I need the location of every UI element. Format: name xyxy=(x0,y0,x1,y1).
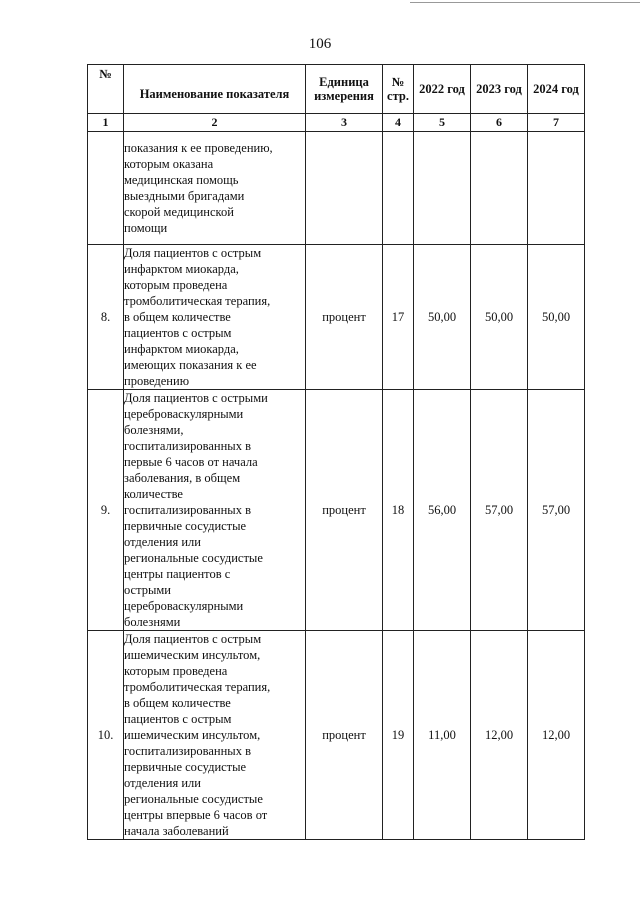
column-number: 3 xyxy=(306,114,383,132)
indicator-name-line: цереброваскулярными xyxy=(124,599,244,613)
unit-cell xyxy=(306,132,383,245)
column-number: 2 xyxy=(124,114,306,132)
indicator-name-line: госпитализированных в xyxy=(124,439,251,453)
indicator-name-line: которым проведена xyxy=(124,664,228,678)
column-number: 5 xyxy=(414,114,471,132)
indicator-name-line: региональные сосудистые xyxy=(124,792,263,806)
indicator-name-line: медицинская помощь xyxy=(124,173,239,187)
unit-cell: процент xyxy=(306,631,383,840)
value-2024 xyxy=(528,132,585,245)
value-2022: 56,00 xyxy=(414,390,471,631)
unit-cell: процент xyxy=(306,245,383,390)
column-number: 7 xyxy=(528,114,585,132)
indicator-name-line: госпитализированных в xyxy=(124,744,251,758)
indicator-name-line: отделения или xyxy=(124,535,201,549)
indicator-name-line: тромболитическая терапия, xyxy=(124,294,271,308)
indicator-name-line: пациентов с острым xyxy=(124,712,232,726)
top-edge-line xyxy=(410,2,640,3)
indicator-name-line: которым проведена xyxy=(124,278,228,292)
line-number-cell: 18 xyxy=(383,390,414,631)
indicator-name-line: центры пациентов с xyxy=(124,567,231,581)
indicator-name-line: которым оказана xyxy=(124,157,214,171)
value-2022: 50,00 xyxy=(414,245,471,390)
value-2024: 57,00 xyxy=(528,390,585,631)
column-number: 1 xyxy=(88,114,124,132)
indicator-name-line: в общем количестве xyxy=(124,696,231,710)
row-number xyxy=(88,132,124,245)
indicator-name-line: региональные сосудистые xyxy=(124,551,263,565)
row-number: 8. xyxy=(88,245,124,390)
indicator-name xyxy=(124,132,306,245)
indicator-name-line: ишемическим инсультом, xyxy=(124,648,261,662)
line-number-cell xyxy=(383,132,414,245)
indicator-name-line: первичные сосудистые xyxy=(124,760,247,774)
indicator-name-line: центры впервые 6 часов от xyxy=(124,808,268,822)
indicators-table xyxy=(87,64,585,840)
indicator-name-line: заболевания, в общем xyxy=(124,471,241,485)
table-row xyxy=(88,245,585,390)
indicator-name-line: госпитализированных в xyxy=(124,503,251,517)
unit-cell: процент xyxy=(306,390,383,631)
indicator-name-line: ишемическим инсультом, xyxy=(124,728,261,742)
line-number-cell: 19 xyxy=(383,631,414,840)
indicator-name-line: болезнями, xyxy=(124,423,184,437)
table-row xyxy=(88,631,585,840)
indicator-name-line: показания к ее проведению, xyxy=(124,141,273,155)
column-number-row xyxy=(88,114,585,132)
indicator-name-line: Доля пациентов с острым xyxy=(124,632,262,646)
indicator-name xyxy=(124,245,306,390)
table-row xyxy=(88,390,585,631)
value-2022 xyxy=(414,132,471,245)
value-2022: 11,00 xyxy=(414,631,471,840)
column-number: 4 xyxy=(383,114,414,132)
indicator-name-line: острыми xyxy=(124,583,171,597)
indicator-name-line: первичные сосудистые xyxy=(124,519,247,533)
indicator-name-line: первые 6 часов от начала xyxy=(124,455,258,469)
header-year-2023: 2023 год xyxy=(471,65,528,114)
indicator-name-line: болезнями xyxy=(124,615,181,629)
indicator-name xyxy=(124,631,306,840)
line-number-cell: 17 xyxy=(383,245,414,390)
table-body xyxy=(88,132,585,840)
indicator-name-line: отделения или xyxy=(124,776,201,790)
indicator-name-line: пациентов с острым xyxy=(124,326,232,340)
value-2023 xyxy=(471,132,528,245)
value-2024: 50,00 xyxy=(528,245,585,390)
header-unit: Единица измерения xyxy=(306,65,383,114)
table-row xyxy=(88,132,585,245)
indicator-name-line: скорой медицинской xyxy=(124,205,234,219)
value-2024: 12,00 xyxy=(528,631,585,840)
header-number: № xyxy=(88,65,124,114)
column-number: 6 xyxy=(471,114,528,132)
header-indicator-name: Наименование показателя xyxy=(124,65,306,114)
indicator-name-line: Доля пациентов с острым xyxy=(124,246,262,260)
indicator-name-line: в общем количестве xyxy=(124,310,231,324)
indicator-name-line: Доля пациентов с острыми xyxy=(124,391,268,405)
header-year-2022: 2022 год xyxy=(414,65,471,114)
value-2023: 50,00 xyxy=(471,245,528,390)
indicator-name-line: инфарктом миокарда, xyxy=(124,262,239,276)
indicator-name-line: инфарктом миокарда, xyxy=(124,342,239,356)
indicator-name-line: проведению xyxy=(124,374,190,388)
indicator-name-line: имеющих показания к ее xyxy=(124,358,257,372)
indicator-name xyxy=(124,390,306,631)
indicator-name-line: помощи xyxy=(124,221,168,235)
header-line-number: № стр. xyxy=(383,65,414,114)
header-year-2024: 2024 год xyxy=(528,65,585,114)
row-number: 9. xyxy=(88,390,124,631)
indicator-name-line: цереброваскулярными xyxy=(124,407,244,421)
header-row xyxy=(88,65,585,114)
page-number: 106 xyxy=(308,36,332,52)
indicator-name-line: тромболитическая терапия, xyxy=(124,680,271,694)
indicator-name-line: количестве xyxy=(124,487,183,501)
indicator-name-line: начала заболеваний xyxy=(124,824,229,838)
indicator-name-line: выездными бригадами xyxy=(124,189,245,203)
row-number: 10. xyxy=(88,631,124,840)
value-2023: 12,00 xyxy=(471,631,528,840)
value-2023: 57,00 xyxy=(471,390,528,631)
